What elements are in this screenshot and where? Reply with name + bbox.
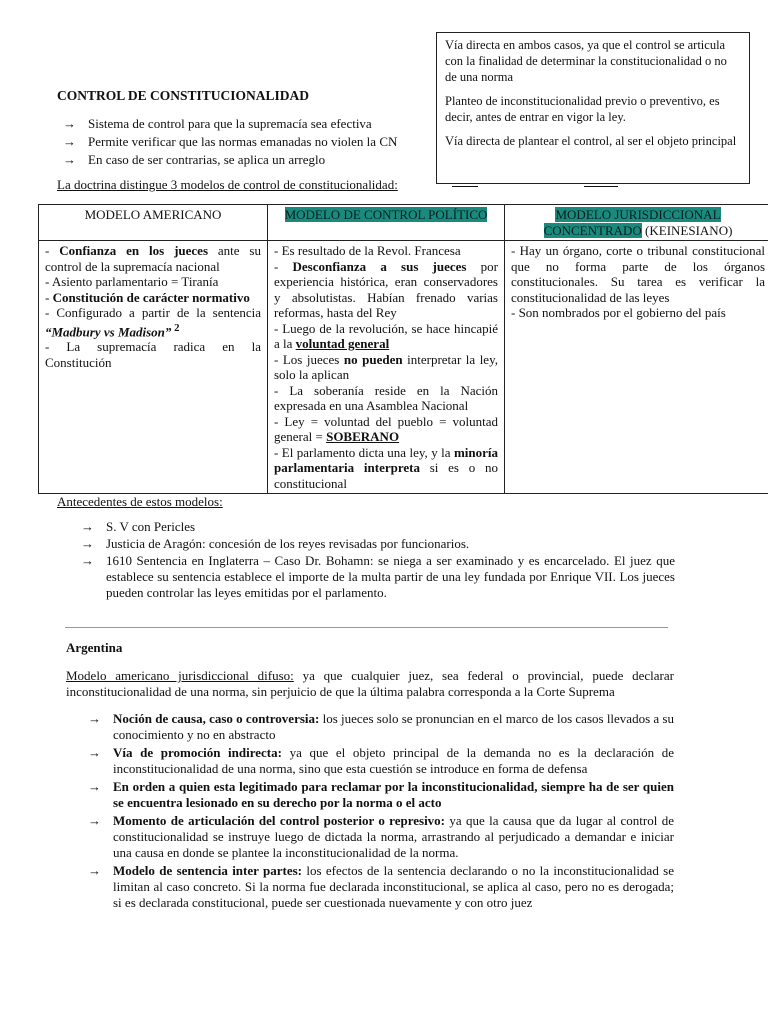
note-paragraph-3: Vía directa de plantear el control, al ser el objeto principal	[445, 134, 737, 148]
doctrina-heading: La doctrina distingue 3 modelos de control de constitucionalidad:	[57, 177, 398, 192]
header-americano: MODELO AMERICANO	[39, 205, 268, 241]
note-paragraph-2: Planteo de inconstitucionalidad previo o preventivo, es decir, antes de entrar en vigor la ley.	[445, 94, 720, 124]
list-item: → Justicia de Aragón: concesión de los reyes revisadas por funcionarios.	[81, 536, 470, 551]
antecedentes-heading: Antecedentes de estos modelos:	[57, 494, 223, 509]
list-item: → En caso de ser contrarias, se aplica un arreglo	[63, 152, 326, 167]
arrow-icon: →	[88, 711, 101, 726]
list-item: → Permite verificar que las normas emanadas no violen la CN	[63, 134, 398, 149]
argentina-list	[86, 711, 674, 913]
list-item: → 1610 Sentencia en Inglaterra – Caso Dr. Bohamn: se niega a ser examinado y es encarcelado. El juez que establece su sentencia establece el importe de la multa partir de una ley fundada por Enrique VII. Los jueces pueden controlar las leyes emitidas por el parlamento.	[81, 553, 675, 600]
argentina-heading: Argentina	[66, 640, 123, 655]
arrow-icon: →	[88, 813, 101, 828]
cell-jurisdiccional: - Hay un órgano, corte o tribunal constitucional que no forma parte de los órganos constitucionales. Su tarea es verificar la constitucionalidad de las leyes - Son nombrados por el gobierno del país	[505, 241, 768, 494]
modelo-paragraph: Modelo americano jurisdiccional difuso: ya que cualquier juez, sea federal o provincial, puede declarar inconstitucionalidad de una norma, sin perjuicio de que la última palabra corresponda a la Corte Suprema	[66, 668, 674, 699]
divider	[584, 186, 618, 187]
table-row	[39, 241, 768, 494]
section-divider	[65, 627, 668, 628]
arrow-icon: →	[88, 745, 101, 760]
arrow-icon: →	[88, 863, 101, 878]
arrow-icon: →	[63, 116, 76, 131]
arrow-icon: →	[63, 152, 76, 167]
cell-americano: - Confianza en los jueces ante su control de la supremacía nacional - Asiento parlamentario = Tiranía - Constitución de carácter normativo - Configurado a partir de la sentencia “Madbury vs Madison” $^2$ - La supremacía radica en la Constitución	[39, 241, 268, 494]
models-table	[38, 204, 768, 494]
note-box	[436, 32, 750, 184]
antecedentes-list	[79, 519, 675, 602]
intro-list	[61, 116, 441, 170]
arrow-icon: →	[81, 536, 94, 551]
list-item: → Momento de articulación del control posterior o represivo: ya que la causa que da lugar al control de constitucionalidad se instruye luego de dictada la norma, arrastrando al perjudicado a demandar e iniciar una causa en donde se plantee la inconstitucionalidad de la norma.	[88, 813, 674, 860]
list-item: → S. V con Pericles	[81, 519, 196, 534]
page-title: CONTROL DE CONSTITUCIONALIDAD	[57, 88, 310, 103]
list-item: → Modelo de sentencia inter partes: los efectos de la sentencia declarando o no la inconstitucionalidad se limitan al caso concreto. Si la norma fue declarada inconstitucional, se aplica al caso, pero no es derogada; si es declarada constitucional, puede ser cuestionada nuevamente y con otro juez	[88, 863, 674, 910]
arrow-icon: →	[81, 553, 94, 568]
list-item: → Vía de promoción indirecta: ya que el objeto principal de la demanda no es la declaración de inconstitucionalidad de una norma, sino que esta cuestión se introduce en forma de defensa	[88, 745, 675, 776]
table-header-row	[39, 205, 768, 241]
arrow-icon: →	[63, 134, 76, 149]
arrow-icon: →	[81, 519, 94, 534]
header-jurisdiccional: MODELO JURISDICCIONAL CONCENTRADO (KEINESIANO)	[505, 205, 768, 241]
list-item: → Sistema de control para que la supremacía sea efectiva	[63, 116, 372, 131]
note-paragraph-1: Vía directa en ambos casos, ya que el control se articula con la finalidad de determinar la constitucionalidad o no de una norma	[445, 38, 727, 84]
list-item: → En orden a quien esta legitimado para reclamar por la inconstitucionalidad, siempre ha de ser quien se encuentra lesionado en su derecho por la norma o el acto	[88, 779, 674, 810]
cell-politico: - Es resultado de la Revol. Francesa - Desconfianza a sus jueces por experiencia histórica, eran conservadores y absolutistas. Habían frenado varias reformas, hasta del Rey - Luego de la revolución, se hace hincapié a la voluntad general - Los jueces no pueden interpretar la ley, solo la aplican - La soberanía reside en la Nación expresada en una Asamblea Nacional - Ley = voluntad del pueblo = voluntad general = SOBERANO - El parlamento dicta una ley, y la minoría parlamentaria interpreta si es o no constitucional	[268, 241, 505, 494]
header-politico: MODELO DE CONTROL POLÍTICO	[268, 205, 505, 241]
list-item: → Noción de causa, caso o controversia: los jueces solo se pronuncian en el marco de los casos llevados a su conocimiento y no en abstracto	[88, 711, 674, 742]
divider	[452, 186, 478, 187]
arrow-icon: →	[88, 779, 101, 794]
